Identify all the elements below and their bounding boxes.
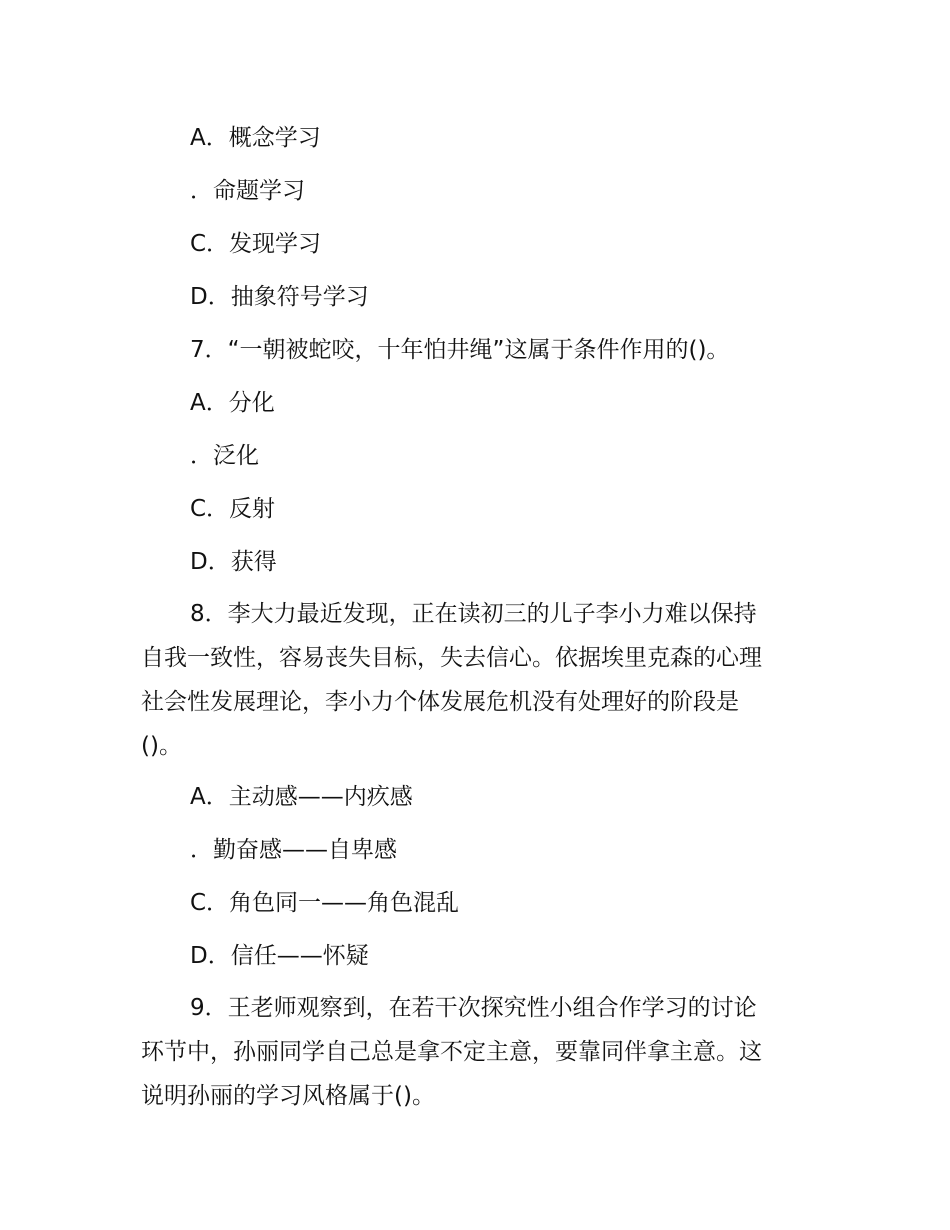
q6-option-c: C．发现学习: [190, 231, 322, 257]
q9-stem-line-1: 9．王老师观察到，在若干次探究性小组合作学习的讨论: [190, 995, 757, 1021]
q9-stem-line-2: 环节中，孙丽同学自己总是拿不定主意，要靠同伴拿主意。这: [141, 1039, 762, 1065]
q8-option-c: C．角色同一——角色混乱: [190, 890, 460, 916]
q8-stem-line-3: 社会性发展理论，李小力个体发展危机没有处理好的阶段是: [141, 689, 739, 715]
q7-option-b: ．泛化: [190, 443, 259, 469]
q6-option-b: ．命题学习: [190, 178, 305, 204]
q8-stem-line-4: ()。: [141, 733, 182, 759]
q6-option-d: D．抽象符号学习: [190, 284, 369, 310]
q8-stem-line-1: 8．李大力最近发现，正在读初三的儿子李小力难以保持: [190, 601, 757, 627]
q7-stem: 7．“一朝被蛇咬，十年怕井绳”这属于条件作用的()。: [190, 337, 730, 363]
q8-stem-line-2: 自我一致性，容易丧失目标，失去信心。依据埃里克森的心理: [141, 645, 762, 671]
q8-option-b: ．勤奋感——自卑感: [190, 837, 397, 863]
q7-option-a: A．分化: [190, 390, 275, 416]
q7-option-d: D．获得: [190, 549, 277, 575]
q8-option-d: D．信任——怀疑: [190, 943, 369, 969]
q7-option-c: C．反射: [190, 496, 276, 522]
q9-stem-line-3: 说明孙丽的学习风格属于()。: [141, 1083, 435, 1109]
q8-option-a: A．主动感——内疚感: [190, 784, 413, 810]
q6-option-a: A．概念学习: [190, 125, 321, 151]
